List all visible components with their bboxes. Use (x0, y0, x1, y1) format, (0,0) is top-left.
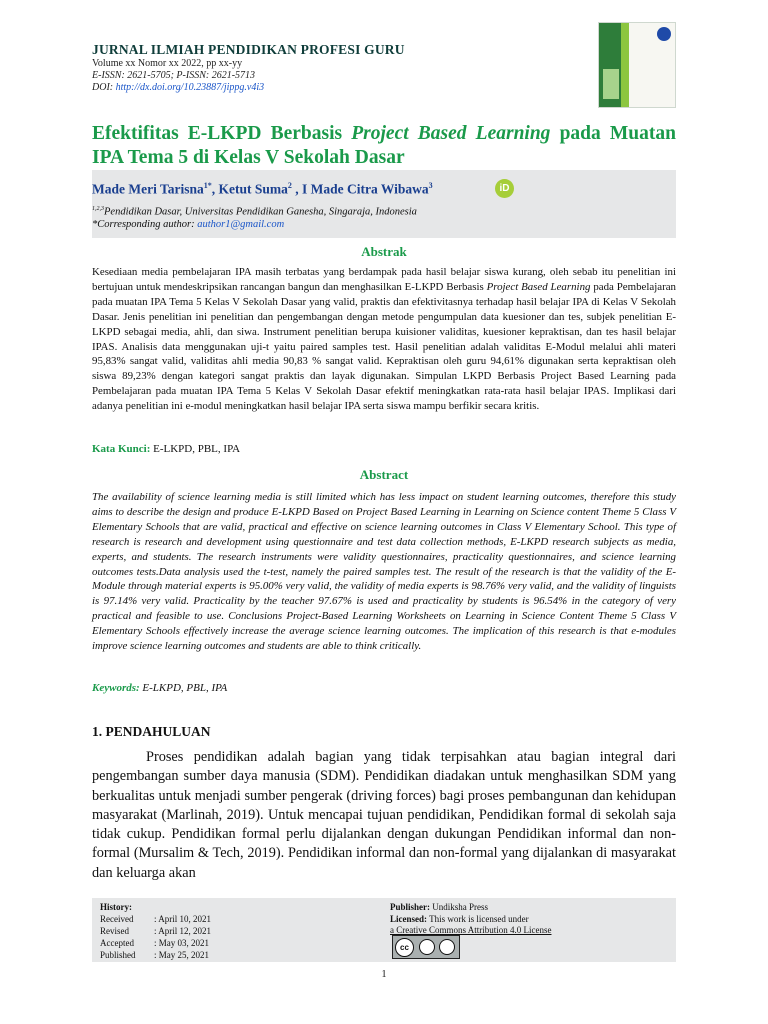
doi-label: DOI: (92, 82, 114, 93)
volume-line: Volume xx Nomor xx 2022, pp xx-yy (92, 58, 243, 69)
doi-line (92, 82, 264, 93)
sa-icon (439, 939, 455, 955)
keywords: Keywords: E-LKPD, PBL, IPA (92, 682, 228, 694)
corresponding-author: *Corresponding author: author1@gmail.com (92, 219, 285, 230)
abstrak-text: Kesediaan media pembelajaran IPA masih terbatas yang berdampak pada hasil belajar siswa kurang, oleh sebab itu penelitian ini bertujuan untuk mendeskripsikan rancangan bangun dan menghasilkan E-LKPD Berbasis Project Based Learning pada Pembelajaran pada muatan IPA Tema 5 Kelas V Sekolah Dasar yang valid, praktis dan efektivitasnya terhadap hasil belajar IPA di Kelas V Sekolah Dasar. Jenis penelitian ini penelitian dan pengembangan dengan metode pengumpulan data kuesioner dan tes, subjek penelitian E-LKPD sebagai media, ahli, dan siwa. Instrument penelitian berupa kuisioner validitas, kuesioner kepraktisan, dan tes hasil belajar IPAS. Analisis data menggunakan uji-t yaitu paired samples test. Hasil penelitian adalah validitas E-Modul melalui ahli materi 95,83% sangat valid, validitas ahli media 90,83 % sangat valid. Kepraktisan oleh guru 94,61% digunakan serta kepraktisan oleh siswa 89,23% dengan kategori sangat praktis dan layak digunakan. Simpulan LKPD Berbasis Project Based Learning pada Pembelajaran pada muatan IPA Tema 5 Kelas V Sekolah Dasar efektif meningkatkan rata-rata hasil belajar IPAS. Implikasi dari adanya penelitian ini e-modul meningkatkan hasil belajar IPA serta siswa mampu berfikir secara kritis. (92, 266, 676, 413)
section-heading-pendahuluan: 1. PENDAHULUAN (92, 724, 211, 739)
cc-icon: cc (395, 938, 414, 957)
history-accepted-value: : May 03, 2021 (154, 938, 209, 948)
history-label: History: (100, 902, 132, 912)
publisher-line: Publisher: Undiksha Press (390, 902, 489, 912)
licensed-line: Licensed: This work is licensed under (390, 914, 529, 924)
paper-title: Efektifitas E-LKPD Berbasis Project Based Learning pada Muatan IPA Tema 5 di Kelas V Sekolah Dasar (92, 123, 676, 168)
abstract-text: The availability of science learning media is still limited which has less impact on student learning outcomes, therefore this study aims to describe the design and produce E-LKPD Based on Project Based Learning in Learning on Science content Theme 5 Class V Elementary Schools that are valid, practical and effective on science learning outcomes in Class V Elementary School. This type of research is research and development using questionnaire and test data collection methods, E-LKPD research subjects as media, experts, and students. The research instruments were validity questionnaires, practicality questionnaires, and science learning outcomes tests.Data analysis used the t-test, namely the paired samples test. The result of the research is that the validity of the E-Module through material experts is 95.00% very valid, the validity of media experts is 98.76% very valid, and the validity of linguists is 97.14% very valid. Practicality by the teacher 97.67% is used and practicality by students is 96.54% in the category of very practical and feasible to use. Conclusions Project-Based Learning Worksheets on Learning in Science Content Theme 5 Class V Elementary Schools effectively increase the average science learning outcomes. The implication of this research is that e-modules improve science learning outcomes and students are able to think critically. (92, 491, 676, 653)
cc-by-sa-badge-icon[interactable] (392, 935, 460, 959)
history-revised-value: : April 12, 2021 (154, 926, 212, 936)
affiliation: $^{1,2,3}$Pendidikan Dasar, Universitas Pendidikan Ganesha, Singaraja, Indonesia (92, 206, 417, 218)
history-received-key: Received (100, 914, 134, 924)
issn-line: E-ISSN: 2621-5705; P-ISSN: 2621-5713 (92, 70, 256, 81)
doi-link[interactable]: http://dx.doi.org/10.23887/jippg.v4i3 (115, 82, 265, 93)
kata-kunci: Kata Kunci: E-LKPD, PBL, IPA (92, 443, 241, 455)
history-received-value: : April 10, 2021 (154, 914, 212, 924)
by-icon (419, 939, 435, 955)
license-link[interactable]: a Creative Commons Attribution 4.0 License (390, 925, 552, 935)
history-revised-key: Revised (100, 926, 129, 936)
pendahuluan-text: Proses pendidikan adalah bagian yang tidak terpisahkan atau bagian integral dari pengembangan sumber daya manusia (SDM). Pendidikan diadakan untuk menghasilkan SDM yang berkualitas untuk menjadi sumber pengerak (driving forces) bagi proses pembangunan dan kehidupan masyarakat (Marlinah, 2019). Untuk mencapai tujuan pendidikan, Pendidikan formal di sekolah saja tidak cukup. Pendidikan formal perlu dijalankan dengan dukungan Pendidikan informal dan non-formal (Mursalim & Tech, 2019). Pendidikan informal dan non-formal yang dijalankan di masyarakat dan keluarga akan (92, 749, 676, 881)
abstrak-heading: Abstrak (361, 244, 407, 259)
journal-title: JURNAL ILMIAH PENDIDIKAN PROFESI GURU (92, 42, 405, 57)
abstract-heading: Abstract (359, 467, 409, 482)
author-list: Made Meri Tarisna$^{1*}$, Ketut Suma$^2$ , I Made Citra Wibawa$^3$ (92, 181, 433, 197)
history-accepted-key: Accepted (100, 938, 134, 948)
history-published-value: : May 25, 2021 (154, 950, 209, 960)
corresponding-email-link[interactable]: author1@gmail.com (197, 219, 285, 230)
university-crest-icon (657, 27, 671, 41)
history-box (92, 898, 676, 962)
page-number: 1 (381, 969, 387, 980)
journal-cover-image (598, 22, 676, 108)
orcid-icon[interactable]: iD (495, 179, 514, 198)
history-published-key: Published (100, 950, 136, 960)
